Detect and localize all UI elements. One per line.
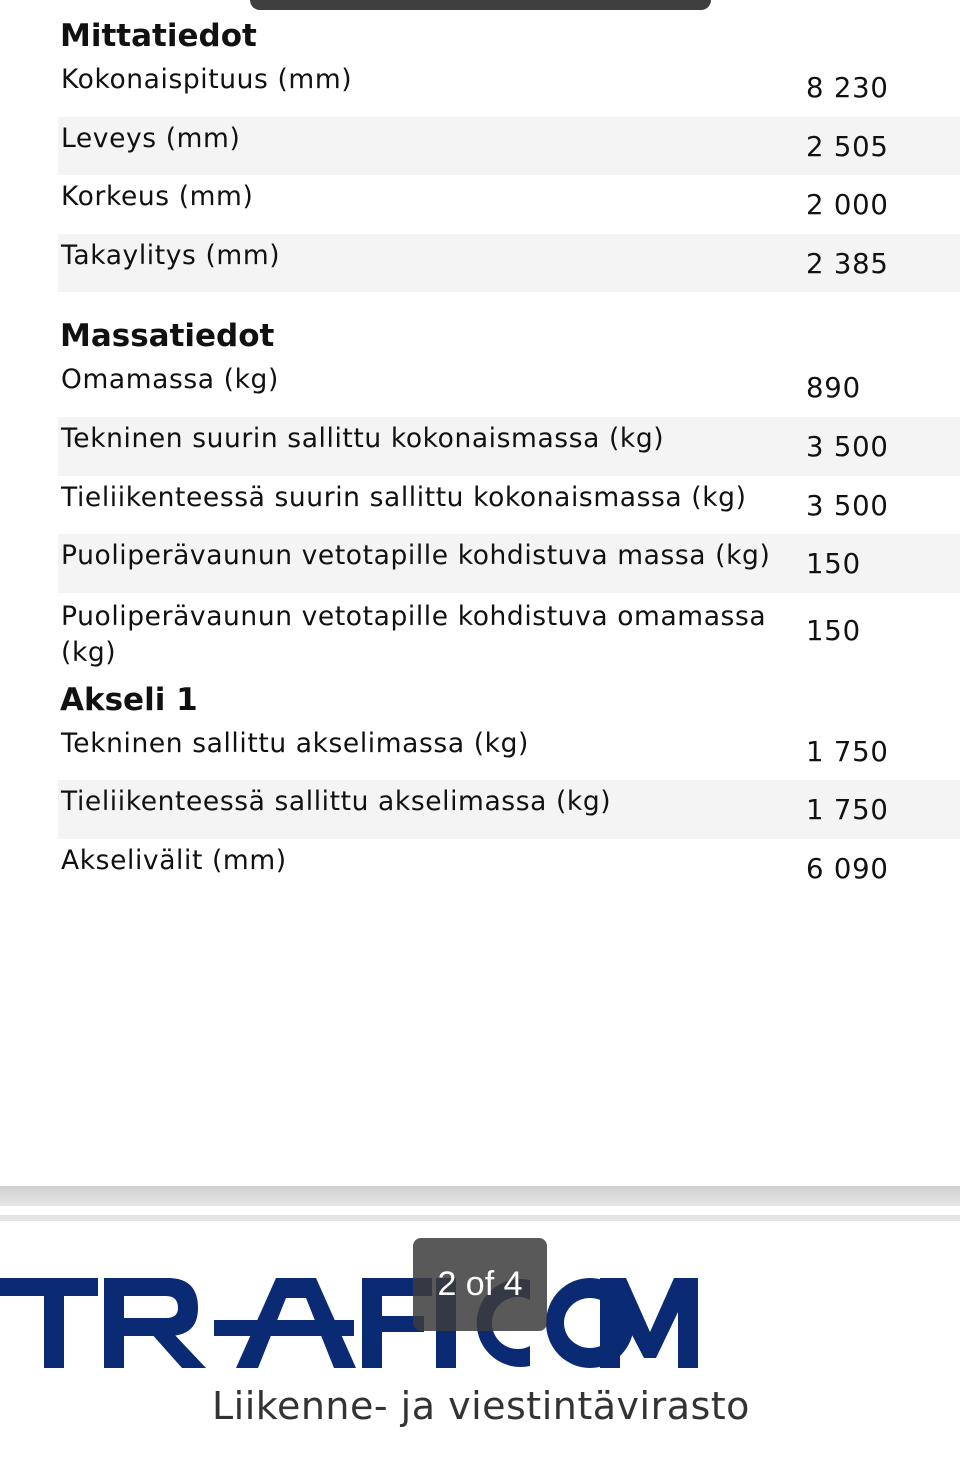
table-row: [58, 534, 960, 593]
table-row: [58, 117, 960, 176]
table-row: [58, 839, 960, 898]
top-sheet-edge: [250, 0, 711, 10]
row-value: 150: [806, 548, 861, 581]
document-sheet: [58, 14, 960, 898]
traficom-logo-icon: [0, 1272, 700, 1372]
row-label: Kokonaispituus (mm): [61, 64, 353, 95]
row-value: 2 385: [806, 247, 889, 280]
row-value: 2 505: [806, 130, 889, 163]
row-label: Leveys (mm): [61, 122, 241, 154]
section-title-akseli-1: Akseli 1: [60, 681, 198, 718]
row-value: 8 230: [806, 72, 889, 104]
section-title-mittatiedot: Mittatiedot: [60, 18, 257, 54]
table-row: [58, 358, 960, 417]
table-row: [58, 722, 960, 781]
section-title-massatiedot: Massatiedot: [60, 318, 275, 355]
row-label: Korkeus (mm): [61, 181, 254, 213]
table-row: [58, 593, 960, 678]
row-label: Takaylitys (mm): [61, 239, 281, 271]
table-row: [58, 476, 960, 535]
row-label: Tekninen suurin sallittu kokonaismassa (kg): [61, 422, 665, 454]
row-value: 150: [806, 614, 861, 647]
table-row: [58, 780, 960, 839]
row-value: 1 750: [806, 735, 889, 768]
row-label: Tekninen sallittu akselimassa (kg): [61, 727, 529, 759]
row-label: Puoliperävaunun vetotapille kohdistuva massa (kg): [61, 540, 771, 572]
row-value: 2 000: [806, 189, 889, 222]
row-label: Akselivälit (mm): [61, 844, 287, 876]
row-label: Omamassa (kg): [61, 364, 279, 396]
row-value: 1 750: [806, 794, 889, 827]
row-value: 890: [806, 372, 861, 405]
table-row: [58, 234, 960, 293]
row-label: Tieliikenteessä suurin sallittu kokonaismassa (kg): [61, 481, 747, 513]
page-indicator: 2 of 4: [413, 1238, 547, 1331]
row-value: 6 090: [806, 852, 889, 885]
page-separator: [0, 1215, 960, 1221]
table-row: [58, 175, 960, 234]
row-value: 3 500: [806, 489, 889, 522]
table-row: [58, 58, 960, 117]
logo-subtitle: Liikenne- ja viestintävirasto: [212, 1384, 750, 1428]
page-separator: [0, 1186, 960, 1206]
row-value: 3 500: [806, 430, 889, 463]
row-label: Puoliperävaunun vetotapille kohdistuva omamassa (kg): [61, 600, 767, 668]
table-row: [58, 417, 960, 476]
row-label: Tieliikenteessä sallittu akselimassa (kg): [61, 786, 612, 818]
